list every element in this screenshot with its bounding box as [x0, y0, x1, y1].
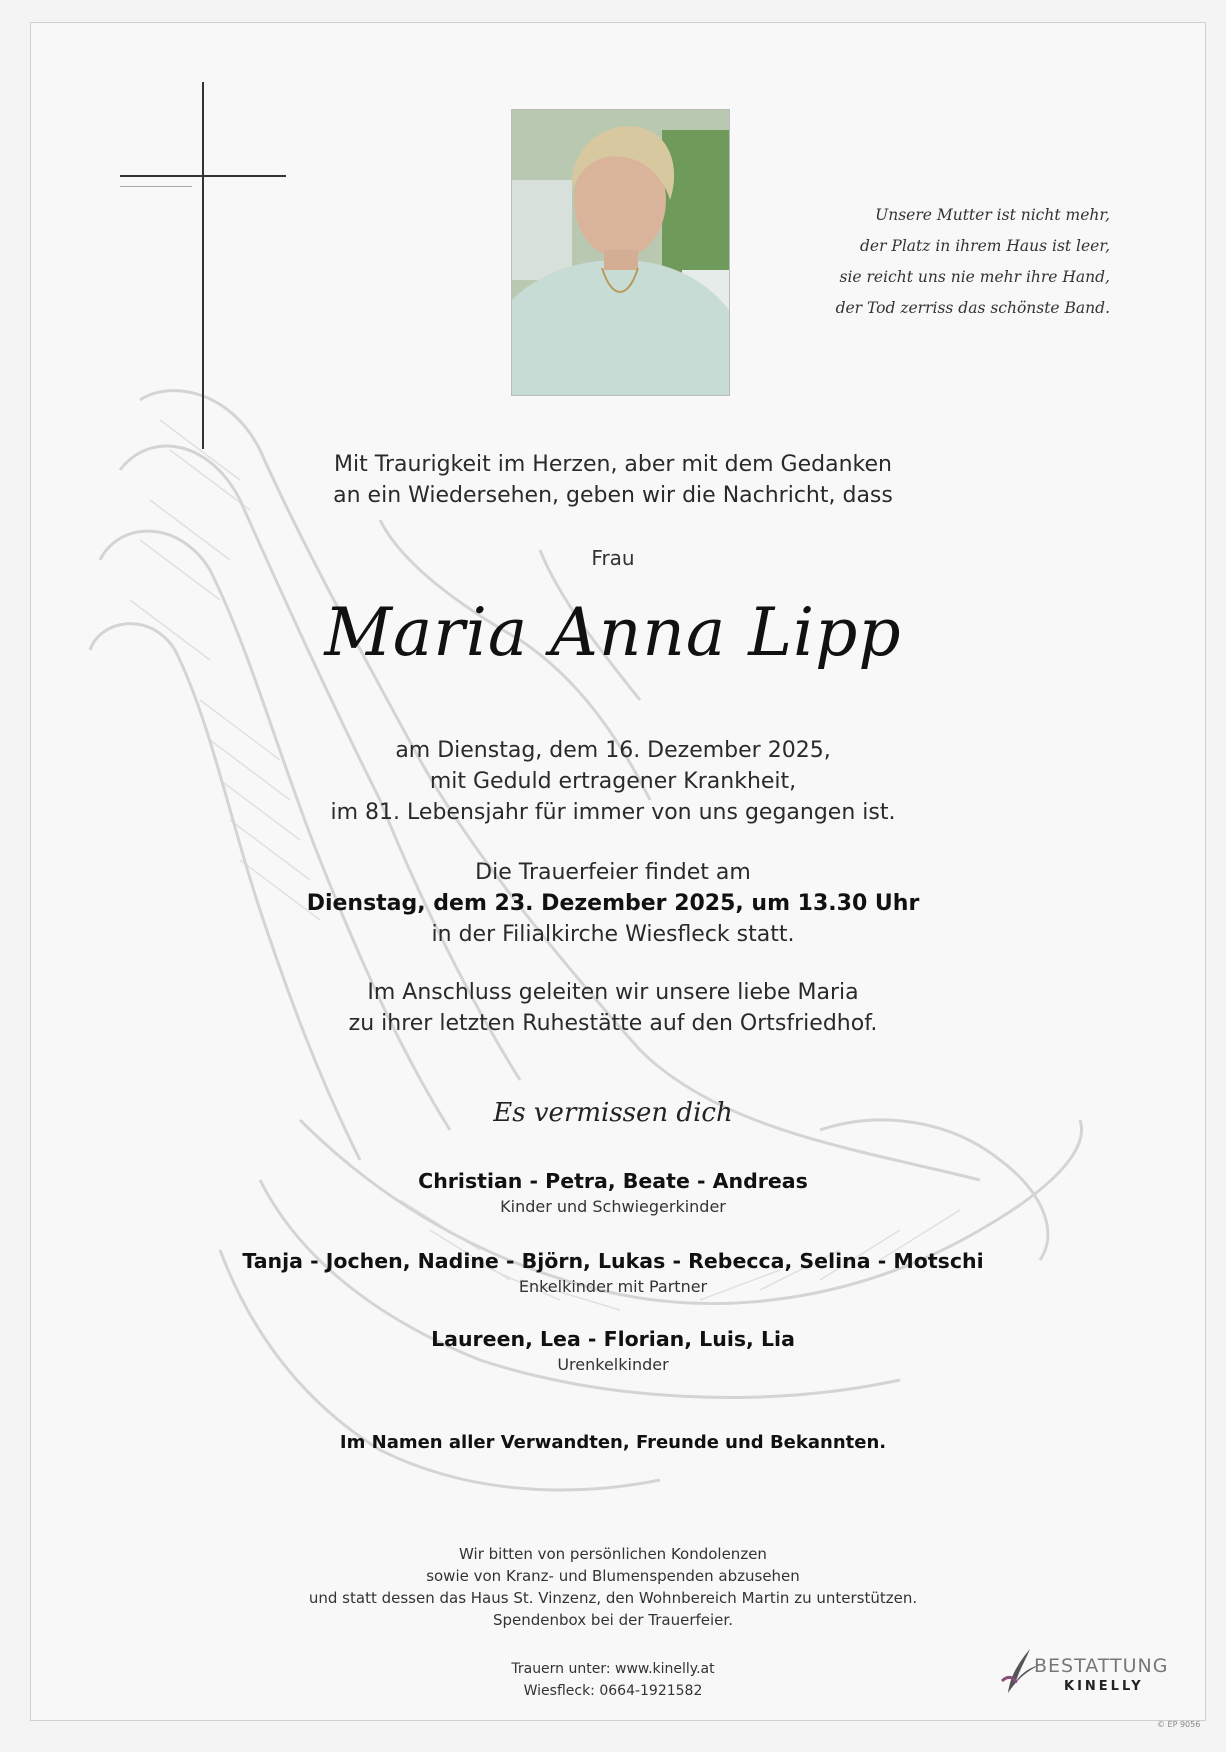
portrait-photo	[511, 109, 730, 396]
mourner-names: Laureen, Lea - Florian, Luis, Lia	[431, 1327, 795, 1351]
poem-line: der Platz in ihrem Haus ist leer,	[859, 237, 1110, 255]
mourner-relation: Urenkelkinder	[557, 1355, 669, 1374]
burial-info	[0, 977, 1226, 1039]
donation-request	[0, 1543, 1226, 1631]
poem-line: Unsere Mutter ist nicht mehr,	[875, 206, 1110, 224]
death-line: mit Geduld ertragener Krankheit,	[429, 769, 797, 794]
poem-line: sie reicht uns nie mehr ihre Hand,	[839, 268, 1110, 286]
cross-horizontal	[120, 175, 286, 177]
funeral-home-logo	[1000, 1645, 1180, 1705]
burial-line: Im Anschluss geleiten wir unsere liebe Maria	[367, 980, 859, 1005]
mourner-relation: Kinder und Schwiegerkinder	[500, 1197, 726, 1216]
death-line: im 81. Lebensjahr für immer von uns gegangen ist.	[330, 800, 896, 825]
funeral-place: in der Filialkirche Wiesfleck statt.	[431, 922, 795, 947]
intro-text	[0, 449, 1226, 511]
salutation: Frau	[591, 546, 635, 570]
intro-line: Mit Traurigkeit im Herzen, aber mit dem Gedanken	[334, 452, 892, 477]
death-notice	[0, 735, 1226, 828]
closing-line: Im Namen aller Verwandten, Freunde und Bekannten.	[339, 1432, 887, 1453]
logo-word-bestattung: BESTATTUNG	[1034, 1655, 1169, 1677]
intro-line: an ein Wiedersehen, geben wir die Nachricht, dass	[333, 483, 893, 508]
request-line: Spendenbox bei der Trauerfeier.	[493, 1611, 733, 1629]
request-line: Wir bitten von persönlichen Kondolenzen	[459, 1545, 767, 1563]
funeral-line: Die Trauerfeier findet am	[475, 860, 751, 885]
mourner-group	[0, 1327, 1226, 1374]
contact-phone: Wiesfleck: 0664-1921582	[523, 1683, 703, 1699]
missed-by-heading: Es vermissen dich	[493, 1098, 733, 1128]
mourner-names: Tanja - Jochen, Nadine - Björn, Lukas - Rebecca, Selina - Motschi	[242, 1249, 984, 1273]
death-line: am Dienstag, dem 16. Dezember 2025,	[395, 738, 831, 763]
mourner-group	[0, 1249, 1226, 1296]
funeral-date-time: Dienstag, dem 23. Dezember 2025, um 13.30 Uhr	[306, 891, 920, 916]
request-line: und statt dessen das Haus St. Vinzenz, den Wohnbereich Martin zu unterstützen.	[308, 1589, 918, 1607]
poem-line: der Tod zerriss das schönste Band.	[835, 299, 1110, 317]
cross-shadow-line	[120, 186, 192, 187]
contact-web: Trauern unter: www.kinelly.at	[511, 1661, 715, 1677]
deceased-name: Maria Anna Lipp	[324, 594, 902, 671]
cross-vertical	[202, 82, 204, 449]
form-code: © EP 9056	[1157, 1720, 1201, 1729]
funeral-info	[0, 857, 1226, 950]
request-line: sowie von Kranz- und Blumenspenden abzusehen	[426, 1567, 800, 1585]
logo-word-kinelly: KINELLY	[1064, 1679, 1144, 1694]
mourner-names: Christian - Petra, Beate - Andreas	[418, 1169, 808, 1193]
burial-line: zu ihrer letzten Ruhestätte auf den Ortsfriedhof.	[348, 1011, 878, 1036]
mourner-relation: Enkelkinder mit Partner	[518, 1277, 708, 1296]
poem	[820, 200, 1110, 324]
mourner-group	[0, 1169, 1226, 1216]
